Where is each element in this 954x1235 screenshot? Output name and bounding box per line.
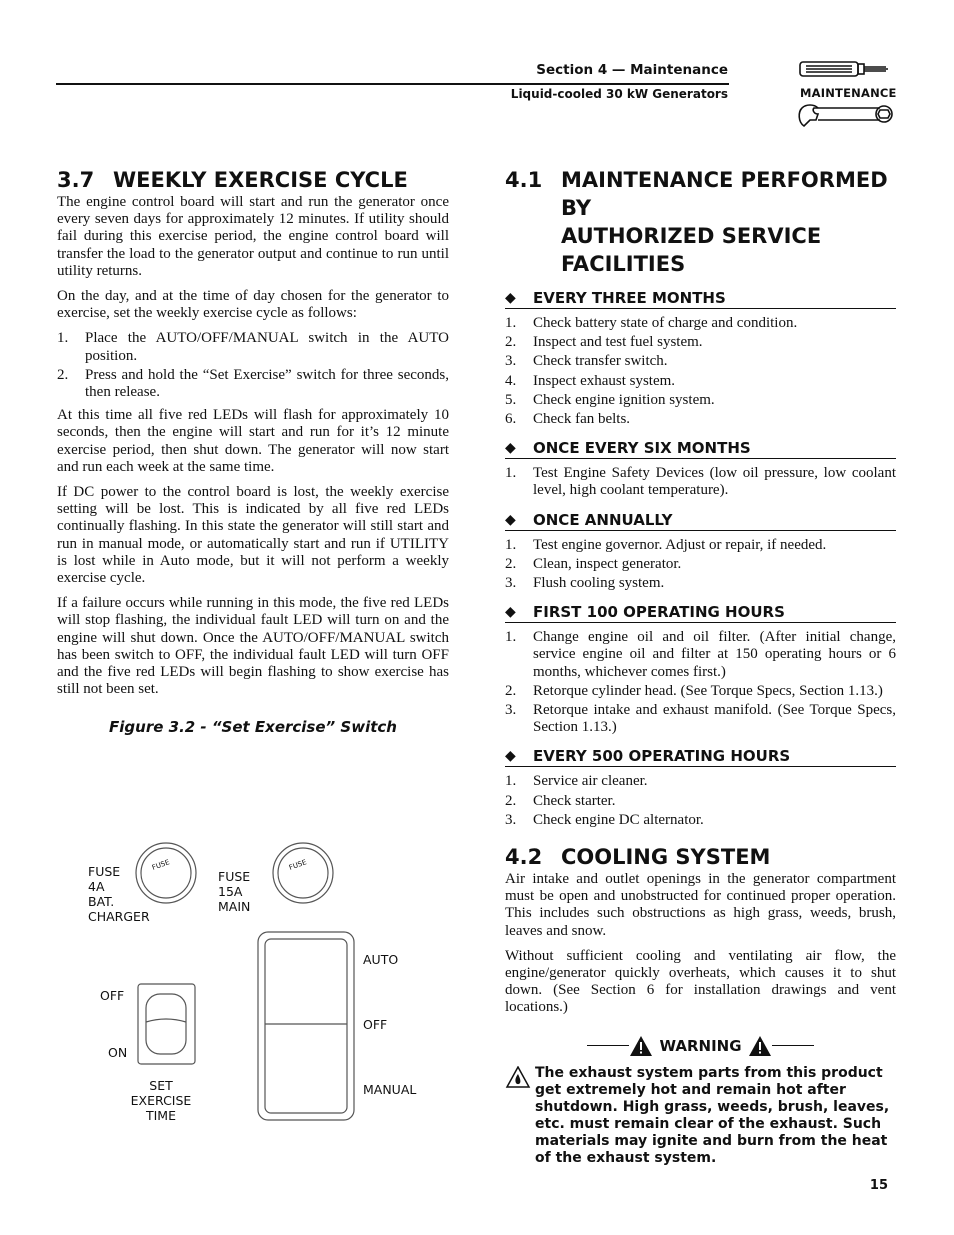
list-item — [505, 556, 896, 573]
warning-text: The exhaust system parts from this product get extremely hot and remain hot after shutdown. High grass, weeds, brush, leaves, etc. must remain clear of the exhaust. Such materials may ignite and burn from the heat of the exhaust system. — [535, 1064, 890, 1166]
list-text: Check engine ignition system. — [533, 391, 715, 408]
paragraph: At this time all five red LEDs will flash for approximately 10 seconds, then the engine will start and run for it’s 12 minute exercise period, then shut down. The generator will now start and run each week at the same time. — [57, 407, 449, 475]
wrench-icon — [799, 105, 892, 126]
paragraph: If a failure occurs while running in this mode, the five red LEDs will stop flashing, the individual fault LED will turn on and the engine will shut down. Once the AUTO/OFF/MANUAL switch has been switch to OFF, the individual fault LED will turn OFF and the five red LEDs will begin flashing to show exercise has still not been set. — [57, 595, 449, 698]
list-number: 2. — [57, 366, 69, 383]
list-number: 3. — [505, 811, 517, 828]
auto-label: AUTO — [363, 952, 399, 967]
list-text: Press and hold the “Set Exercise” switch for three seconds, then release. — [85, 366, 449, 401]
list-text: Service air cleaner. — [533, 773, 648, 790]
subheading-text: EVERY THREE MONTHS — [533, 289, 726, 307]
list-number: 1. — [505, 773, 517, 790]
diamond-icon: ◆ — [505, 290, 516, 306]
header-rule — [56, 83, 729, 85]
label-line: FUSE — [88, 864, 121, 879]
label-line: 15A — [218, 884, 243, 899]
task-list — [505, 773, 896, 829]
list-number: 5. — [505, 391, 517, 408]
warning-triangle-icon — [748, 1035, 772, 1057]
list-text: Place the AUTO/OFF/MANUAL switch in the AUTO position. — [85, 330, 449, 364]
subheading-first-100-operating-hours — [505, 604, 896, 623]
list-text: Check starter. — [533, 792, 616, 809]
title-line: AUTHORIZED SERVICE FACILITIES — [561, 224, 822, 276]
set-exercise-figure — [56, 830, 456, 1130]
list-number: 3. — [505, 353, 517, 370]
section-heading-4-1 — [505, 166, 896, 278]
list-text: Inspect exhaust system. — [533, 372, 676, 389]
list-number: 4. — [505, 372, 517, 389]
section-title: COOLING SYSTEM — [561, 845, 771, 870]
list-item — [505, 411, 896, 428]
section-heading-3-7 — [57, 166, 449, 194]
list-text: Change engine oil and oil filter. (After initial change, service engine oil and filter at 150 operating hours or 6 months, whichever comes first.) — [533, 629, 896, 680]
list-item — [505, 629, 896, 681]
list-item — [505, 465, 896, 499]
diamond-icon: ◆ — [505, 604, 516, 621]
list-item — [505, 373, 896, 390]
on-label: ON — [108, 1045, 128, 1060]
list-number: 2. — [505, 682, 517, 699]
list-item — [57, 330, 449, 364]
diamond-icon: ◆ — [505, 748, 516, 765]
auto-off-manual-switch-icon — [258, 932, 354, 1120]
warning-message — [505, 1065, 896, 1167]
subheading-text: ONCE EVERY SIX MONTHS — [533, 439, 751, 458]
label-line: MAIN — [218, 899, 251, 914]
fuse-holder-icon — [273, 843, 333, 903]
subheading-text: EVERY 500 OPERATING HOURS — [533, 747, 791, 766]
list-item — [505, 793, 896, 810]
list-item — [505, 702, 896, 736]
list-item — [505, 812, 896, 829]
list-number: 2. — [505, 334, 517, 351]
diamond-icon: ◆ — [505, 440, 516, 457]
warning-triangle-icon — [629, 1035, 653, 1057]
list-number: 6. — [505, 411, 517, 428]
label-line: 4A — [88, 879, 105, 894]
left-column — [57, 166, 449, 736]
maintenance-badge-label: MAINTENANCE — [800, 86, 897, 100]
right-column — [505, 166, 896, 1167]
rocker-switch-icon — [138, 984, 195, 1064]
list-item — [505, 773, 896, 790]
list-text: Check battery state of charge and condition. — [533, 315, 798, 331]
list-item — [505, 575, 896, 592]
section-number: 4.2 — [505, 845, 543, 870]
set-exercise-label — [116, 1078, 206, 1123]
paragraph: On the day, and at the time of day chosen for the generator to exercise, set the weekly exercise cycle as follows: — [57, 288, 449, 322]
list-text: Retorque intake and exhaust manifold. (See Torque Specs, Section 1.13.) — [533, 702, 896, 736]
list-text: Check fan belts. — [533, 411, 631, 428]
list-number: 1. — [505, 315, 517, 331]
list-number: 2. — [505, 792, 517, 809]
figure-caption: Figure 3.2 - “Set Exercise” Switch — [109, 718, 397, 737]
fuse-cap-text: FUSE — [151, 858, 171, 872]
list-item — [505, 683, 896, 700]
manual-label: MANUAL — [363, 1082, 417, 1097]
subheading-every-three-months — [505, 290, 896, 309]
list-item — [57, 367, 449, 401]
label-line: CHARGER — [88, 909, 150, 924]
task-list — [505, 465, 896, 499]
exercise-steps — [57, 330, 449, 401]
task-list — [505, 537, 896, 593]
list-item — [505, 353, 896, 370]
list-item — [505, 537, 896, 554]
page-number: 15 — [869, 1178, 888, 1193]
list-text: Test engine governor. Adjust or repair, if needed. — [533, 536, 827, 553]
list-item — [505, 315, 896, 332]
subheading-text: FIRST 100 OPERATING HOURS — [533, 603, 785, 622]
fire-hazard-icon — [505, 1066, 531, 1088]
list-number: 1. — [57, 330, 69, 347]
subheading-once-every-six-months — [505, 440, 896, 459]
list-text: Check transfer switch. — [533, 353, 668, 370]
task-list — [505, 315, 896, 428]
list-text: Inspect and test fuel system. — [533, 334, 703, 351]
diamond-icon: ◆ — [505, 511, 516, 528]
off-label: OFF — [100, 988, 125, 1003]
header-subtitle: Liquid-cooled 30 kW Generators — [510, 87, 728, 101]
list-number: 3. — [505, 575, 517, 592]
paragraph: If DC power to the control board is lost, the weekly exercise setting will be lost. This is indicated by all five red LEDs continually flashing. In this state the generator will still start and run in manual mode, or automatically start and run if UTILITY is lost while in Auto mode, but it will not perform a weekly exercise cycle. — [57, 484, 449, 587]
list-item — [505, 334, 896, 351]
divider — [772, 1045, 814, 1046]
section-heading-4-2 — [505, 843, 896, 871]
list-text: Check engine DC alternator. — [533, 811, 704, 828]
section-number: 3.7 — [57, 168, 95, 192]
fuse-cap-text: FUSE — [288, 858, 308, 872]
warning-banner — [505, 1035, 896, 1057]
paragraph: The engine control board will start and run the generator once every seven days for approximately 12 minutes. If utility should fail during this exercise period, the engine control board will transfer the load to the generator output and continue to run until utility returns. — [57, 194, 449, 279]
subheading-text: ONCE ANNUALLY — [533, 510, 673, 529]
switch-off-label: OFF — [363, 1017, 388, 1032]
task-list — [505, 629, 896, 736]
fuse-2-label — [218, 869, 250, 914]
label-line: BAT. — [88, 894, 115, 909]
list-text: Test Engine Safety Devices (low oil pressure, low coolant level, high coolant temperature). — [533, 465, 896, 499]
subheading-once-annually — [505, 512, 896, 531]
list-number: 1. — [505, 465, 517, 482]
list-number: 2. — [505, 555, 517, 572]
label-line: FUSE — [218, 869, 251, 884]
section-title — [561, 166, 896, 278]
divider — [587, 1045, 629, 1046]
warning-word: WARNING — [659, 1036, 742, 1055]
section-title: WEEKLY EXERCISE CYCLE — [113, 168, 408, 192]
subheading-every-500-operating-hours — [505, 748, 896, 767]
header-section: Section 4 — Maintenance — [536, 62, 728, 78]
list-text: Retorque cylinder head. (See Torque Specs, Section 1.13.) — [533, 682, 883, 699]
paragraph: Without sufficient cooling and ventilating air flow, the engine/generator quickly overheats, which causes it to shut down. (See Section 6 for installation drawings and vent locations.) — [505, 947, 896, 1016]
screwdriver-icon — [800, 62, 888, 76]
label-line: TIME — [145, 1108, 176, 1123]
list-text: Flush cooling system. — [533, 575, 665, 592]
list-text: Clean, inspect generator. — [533, 555, 682, 572]
list-number: 1. — [505, 536, 517, 553]
paragraph: Air intake and outlet openings in the generator compartment must be open and unobstructed for continued proper operation. This includes such obstructions as high grass, weeds, brush, leaves and snow. — [505, 871, 896, 939]
title-line: MAINTENANCE PERFORMED BY — [561, 168, 888, 220]
section-number: 4.1 — [505, 168, 543, 192]
fuse-1-label — [88, 864, 150, 924]
list-number: 1. — [505, 629, 517, 646]
list-item — [505, 392, 896, 409]
list-number: 3. — [505, 702, 517, 719]
label-line: EXERCISE — [130, 1093, 192, 1108]
label-line: SET — [149, 1078, 173, 1093]
